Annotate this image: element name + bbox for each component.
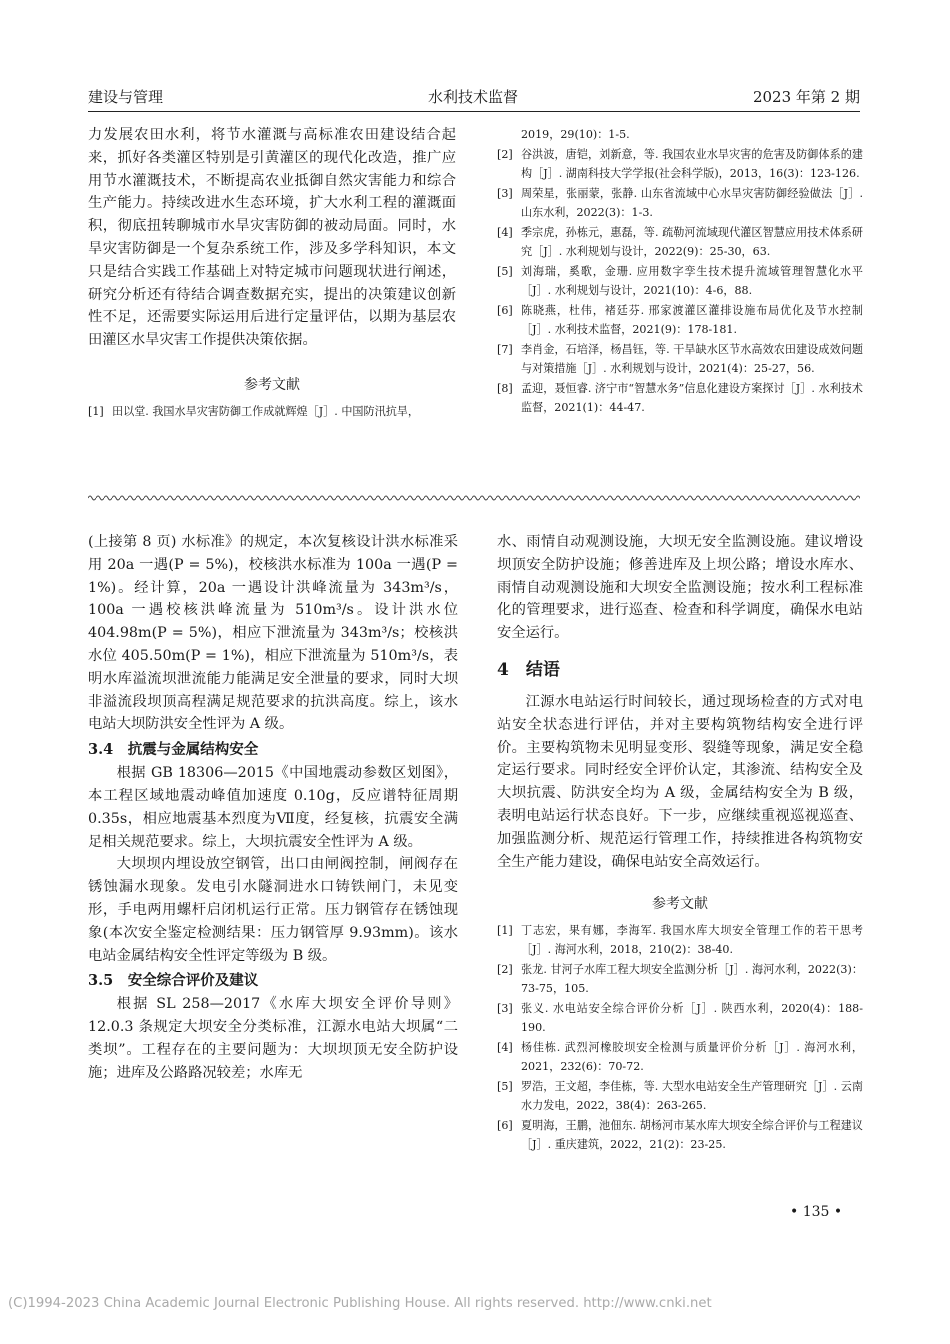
reference-number: [4] [497, 226, 513, 239]
reference-item [497, 125, 863, 144]
reference-item [497, 960, 863, 998]
reference-item [88, 402, 456, 421]
continued-paragraph: (上接第 8 页) 水标准》的规定，本次复核设计洪水标准采用 20a 一遇(P = 5%)，校核洪水标准为 100a 一遇(P = 1%)。经计算，20a 一遇设计洪峰流量为 343m³/s，100a 一遇校核洪峰流量为 510m³/s。设计洪水位 404.98m(P = 5%)，相应下泄流量为 343m³/s；校核洪水位 405.50m(P = 1%)，相应下泄流量为 510m³/s，表明水库溢流坝泄流能力能满足安全泄量的要求，同时大坝非溢流段坝顶高程满足规范要求的抗洪高度。综上，该水电站大坝防洪安全性评为 A 级。 [88, 534, 458, 733]
header-issue: 2023 年第 2 期 [752, 88, 860, 106]
reference-number: [6] [497, 1119, 513, 1133]
reference-number: [8] [497, 382, 513, 395]
reference-item [497, 379, 863, 417]
reference-text: 周荣星，张丽蒙，张静. 山东省流域中心水旱灾害防御经验做法［J］. 山东水利，2022(3)：1-3. [521, 187, 863, 219]
page-number: • 135 • [790, 1204, 843, 1220]
reference-number: [3] [497, 1002, 513, 1016]
seismic-paragraph: 根据 GB 18306—2015《中国地震动参数区划图》，本工程区域地震动峰值加速度 0.10g，反应谱特征周期 0.35s，相应地震基本烈度为Ⅶ度，经复核，抗震安全满足相关规范要求。综上，大坝抗震安全性评为 A 级。 [88, 765, 458, 850]
refs-list [497, 125, 863, 417]
reference-item [497, 340, 863, 378]
top-right-column [497, 125, 863, 418]
reference-text: 刘海瑞，奚歌，金珊. 应用数字孪生技术提升流域管理智慧化水平［J］. 水利规划与设计，2021(10)：4-6，88. [521, 265, 863, 297]
reference-number: [2] [497, 148, 513, 161]
reference-text: 孟迎，聂恒睿. 济宁市“智慧水务”信息化建设方案探讨［J］. 水利技术监督，2021(1)：44-47. [521, 382, 863, 414]
section-heading-3-5: 3.5 安全综合评价及建议 [88, 972, 259, 990]
reference-item [497, 223, 863, 261]
header-rule [88, 111, 860, 112]
reference-number: [5] [497, 265, 513, 278]
reference-item [497, 1038, 863, 1076]
evaluation-paragraph: 根据 SL 258—2017《水库大坝安全评价导则》12.0.3 条规定大坝安全分类标准，江源水电站大坝属“二类坝”。工程存在的主要问题为：大坝坝顶无安全防护设施；进库及公路路况较差；水库无 [88, 996, 458, 1081]
reference-text: 张义. 水电站安全综合评价分析［J］. 陕西水利，2020(4)：188-190. [521, 1002, 863, 1035]
reference-text: 杨佳栋. 武烈河橡胶坝安全检测与质量评价分析［J］. 海河水利，2021，232(6)：70-72. [521, 1041, 863, 1074]
suggestion-paragraph: 水、雨情自动观测设施，大坝无安全监测设施。建议增设坝顶安全防护设施；修善进库及上坝公路；增设水库水、雨情自动观测设施和大坝安全监测设施；按水利工程标准化的管理要求，进行巡查、检查和科学调度，确保水电站安全运行。 [497, 534, 863, 642]
reference-text: 罗浩，王文超，李佳栋，等. 大型水电站安全生产管理研究［J］. 云南水力发电，2022，38(4)：263-265. [521, 1080, 863, 1113]
refs-title: 参考文献 [244, 376, 300, 393]
refs-title: 参考文献 [652, 896, 708, 913]
reference-text: 夏明海，王鹏，池佃东. 胡杨河市某水库大坝安全综合评价与工程建议［J］. 重庆建筑，2022，21(2)：23-25. [521, 1119, 863, 1152]
refs-list [88, 402, 456, 421]
reference-item [497, 301, 863, 339]
bottom-right-column [497, 531, 863, 1155]
section-heading-4: 4 结语 [497, 659, 560, 680]
reference-item [497, 262, 863, 300]
reference-text: 陈晓燕，杜伟，褚廷芬. 邢家渡灌区灌排设施布局优化及节水控制［J］. 水利技术监督，2021(9)：178-181. [521, 304, 863, 336]
reference-text: 2019，29(10)：1-5. [521, 128, 630, 141]
metal-structure-paragraph: 大坝坝内埋设放空钢管，出口由闸阀控制，闸阀存在锈蚀漏水现象。发电引水隧洞进水口铸铁闸门，未见变形，手电两用螺杆启闭机运行正常。压力钢管存在锈蚀现象(本次安全鉴定检测结果：压力钢管厚 9.93mm)。该水电站金属结构安全性评定等级为 B 级。 [88, 856, 458, 964]
reference-number: [1] [497, 924, 513, 938]
reference-number: [1] [88, 404, 104, 418]
conclusion-paragraph: 江源水电站运行时间较长，通过现场检查的方式对电站安全状态进行评估，并对主要构筑物结构安全进行评价。主要构筑物未见明显变形、裂缝等现象，满足安全稳定运行要求。同时经安全评价认定，其渗流、结构安全及大坝抗震、防洪安全均为 A 级，金属结构安全为 B 级，表明电站运行状态良好。下一步，应继续重视巡视巡查、加强监测分析、规范运行管理工作，持续推进各构筑物安全生产能力建设，确保电站安全高效运行。 [497, 693, 863, 870]
conclusion-paragraph: 力发展农田水利，将节水灌溉与高标准农田建设结合起来，抓好各类灌区特别是引黄灌区的现代化改造，推广应用节水灌溉技术，不断提高农业抵御自然灾害能力和综合生产能力。持续改进水生态环境，扩大水利工程的灌溉面积，彻底扭转聊城市水旱灾害防御的被动局面。同时，水旱灾害防御是一个复杂系统工作，涉及多学科知识，本文只是结合实践工作基础上对特定城市问题现状进行阐述，研究分析还有待结合调查数据充实，提出的决策建议创新性不足，还需要实际运用后进行定量评估，以期为基层农田灌区水旱灾害工作提供决策依据。 [88, 127, 456, 349]
reference-item [497, 145, 863, 183]
header-journal: 水利技术监督 [428, 88, 519, 106]
reference-text: 谷洪波，唐铠，刘新意，等. 我国农业水旱灾害的危害及防御体系的建构［J］. 湖南科技大学学报(社会科学版)，2013，16(3)：123-126. [521, 148, 863, 180]
reference-number: [2] [497, 963, 513, 977]
section-divider [88, 493, 860, 503]
reference-item [497, 184, 863, 222]
section-heading-3-4: 3.4 抗震与金属结构安全 [88, 741, 259, 759]
reference-number: [6] [497, 304, 513, 317]
header-section: 建设与管理 [88, 88, 164, 106]
reference-text: 丁志宏，果有娜，李海军. 我国水库大坝安全管理工作的若干思考［J］. 海河水利，2018，210(2)：38-40. [521, 924, 863, 957]
reference-text: 田以堂. 我国水旱灾害防御工作成就辉煌［J］. 中国防汛抗旱， [112, 404, 419, 418]
reference-item [497, 921, 863, 959]
copyright-footer: (C)1994-2023 China Academic Journal Electronic Publishing House. All rights reserved. http://www.cnki.net [8, 1296, 712, 1311]
reference-number: [5] [497, 1080, 513, 1094]
reference-text: 李肖金，石培泽，杨昌钰，等. 干旱缺水区节水高效农田建设成效问题与对策措施［J］. 水利规划与设计，2021(4)：25-27，56. [521, 343, 863, 375]
reference-number: [7] [497, 343, 513, 356]
reference-text: 张龙. 甘河子水库工程大坝安全监测分析［J］. 海河水利，2022(3)：73-75，105. [521, 963, 863, 996]
reference-item [497, 999, 863, 1037]
refs-list [497, 921, 863, 1154]
top-left-column [88, 124, 456, 422]
reference-item [497, 1116, 863, 1154]
bottom-left-column [88, 531, 458, 1085]
reference-number: [4] [497, 1041, 513, 1055]
reference-number: [3] [497, 187, 513, 200]
reference-item [497, 1077, 863, 1115]
reference-text: 季宗虎，孙栋元，惠磊，等. 疏勒河流域现代灌区智慧应用技术体系研究［J］. 水利规划与设计，2022(9)：25-30，63. [521, 226, 863, 258]
